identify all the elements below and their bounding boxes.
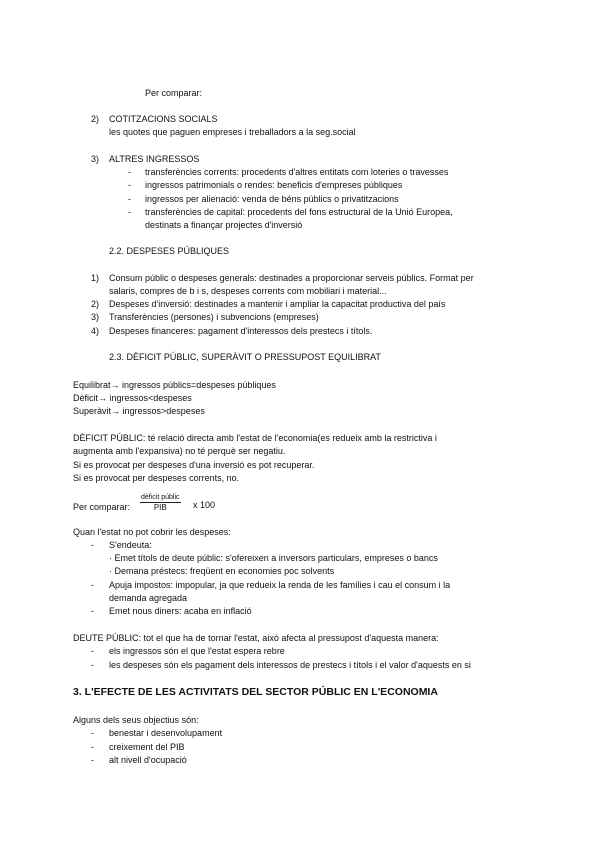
section-title-altres: ALTRES INGRESSOS	[109, 154, 200, 164]
deficit-definition: DÈFICIT PÚBLIC: té relació directa amb l'estat de l'economia(es redueix amb la restrictiva i	[73, 433, 437, 443]
formula-numerator: dèficit públic	[141, 494, 180, 501]
balance-line: Dèficit→ ingressos<despeses	[73, 393, 192, 403]
bullet-dash: -	[91, 580, 94, 590]
list-item: transferències corrents: procedents d'altres entitats com loteries o travesses	[145, 167, 449, 177]
bullet-dash: -	[91, 742, 94, 752]
quan-intro: Quan l'estat no pot cobrir les despeses:	[73, 527, 231, 537]
list-item: ingressos patrimonials o rendes: beneficis d'empreses públiques	[145, 180, 403, 190]
heading-deficit: 2.3. DÈFICIT PÚBLIC, SUPERÀVIT O PRESSUPOST EQUILIBRAT	[109, 352, 381, 362]
item-number: 2)	[91, 299, 100, 309]
formula-factor: x 100	[193, 500, 216, 510]
deficit-definition: Si es provocat per despeses corrents, no.	[73, 473, 240, 483]
formula-denominator: PIB	[153, 503, 167, 512]
objectiu-item: creixement del PIB	[109, 742, 185, 752]
bullet-dash: -	[91, 728, 94, 738]
quan-subitem: · Demana préstecs: freqüent en economies poc solvents	[109, 566, 335, 576]
deute-item: els ingressos són el que l'estat espera rebre	[109, 646, 285, 656]
list-item: transferències de capital: procedents del fons estructural de la Unió Europea,	[145, 207, 453, 217]
heading-despeses: 2.2. DESPESES PÚBLIQUES	[109, 246, 230, 256]
cotitzacions-description: les quotes que paguen empreses i treballadors a la seg.social	[109, 127, 356, 137]
item-number: 1)	[91, 273, 100, 283]
bullet-dash: -	[128, 167, 131, 177]
objectiu-item: benestar i desenvolupament	[109, 728, 223, 738]
formula-fraction	[140, 493, 181, 512]
quan-item: Emet nous diners: acaba en inflació	[109, 606, 252, 616]
quan-item-continuation: demanda agregada	[109, 593, 188, 603]
balance-line: Superàvit→ ingressos>despeses	[73, 406, 205, 416]
bullet-dash: -	[128, 207, 131, 217]
bullet-dash: -	[91, 755, 94, 765]
heading-section-3: 3. L'EFECTE DE LES ACTIVITATS DEL SECTOR PÚBLIC EN L'ECONOMIA	[73, 686, 438, 698]
quan-subitem: · Emet títols de deute públic: s'ofereixen a inversors particulars, empreses o bancs	[109, 553, 438, 563]
quan-item: S'endeuta:	[109, 540, 152, 550]
bullet-dash: -	[91, 660, 94, 670]
bullet-dash: -	[91, 540, 94, 550]
balance-line: Equilibrat→ ingressos públics=despeses públiques	[73, 380, 276, 390]
bullet-dash: -	[128, 194, 131, 204]
deficit-definition: Si es provocat per despeses d'una inversió es pot recuperar.	[73, 460, 315, 470]
deute-intro: DEUTE PÚBLIC: tot el que ha de tornar l'estat, això afecta al pressupost d'aquesta manera:	[73, 633, 439, 643]
list-item-continuation: destinats a finançar projectes d'inversió	[145, 220, 303, 230]
despesa-item-continuation: salaris, compres de b i s, despeses corrents com mobiliari i material...	[109, 286, 387, 296]
quan-item: Apuja impostos: impopular, ja que redueix la renda de les famílies i cau el consum i la	[109, 580, 451, 590]
despesa-item: Transferències (persones) i subvencions (empreses)	[109, 312, 319, 322]
compare-label: Per comparar:	[73, 502, 131, 512]
item-number: 2)	[91, 114, 100, 124]
bullet-dash: -	[91, 606, 94, 616]
bullet-dash: -	[91, 646, 94, 656]
bullet-dash: -	[128, 180, 131, 190]
item-number: 4)	[91, 326, 100, 336]
despesa-item: Despeses financeres: pagament d'interessos dels prestecs i títols.	[109, 326, 373, 336]
objectius-intro: Alguns dels seus objectius són:	[73, 715, 199, 725]
deute-item: les despeses són els pagament dels interessos de prestecs i títols i el valor d'aquests en si	[109, 660, 471, 670]
deficit-definition: augmenta amb l'expansiva) no té perquè ser negatiu.	[73, 446, 286, 456]
section-title-cotitzacions: COTITZACIONS SOCIALS	[109, 114, 218, 124]
item-number: 3)	[91, 312, 100, 322]
compare-label-top: Per comparar:	[145, 88, 203, 98]
item-number: 3)	[91, 154, 100, 164]
despesa-item: Consum públic o despeses generals: destinades a proporcionar serveis públics. Format per	[109, 273, 474, 283]
list-item: ingressos per alienació: venda de béns públics o privatitzacions	[145, 194, 399, 204]
despesa-item: Despeses d'inversió: destinades a mantenir i ampliar la capacitat productiva del país	[109, 299, 446, 309]
objectiu-item: alt nivell d'ocupació	[109, 755, 187, 765]
